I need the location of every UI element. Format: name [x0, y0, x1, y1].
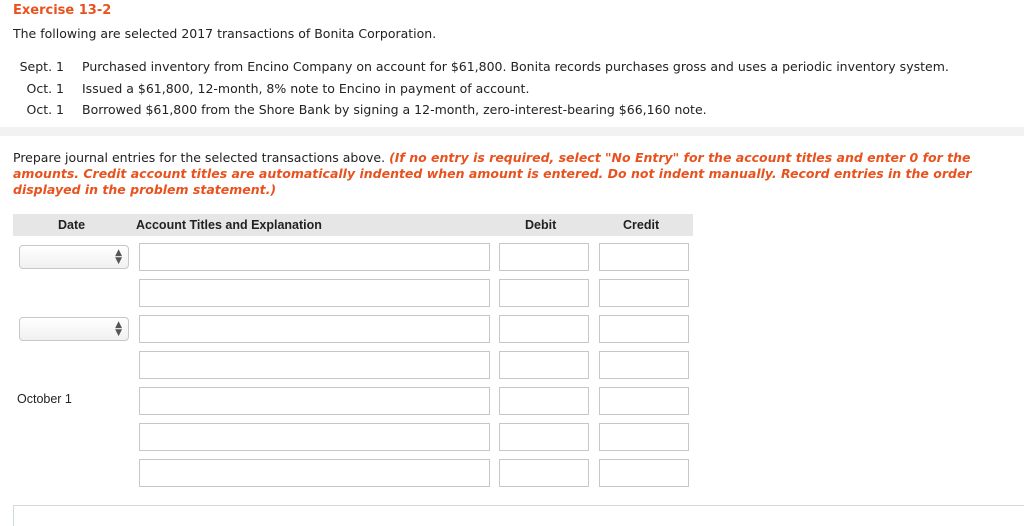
credit-input[interactable]	[599, 351, 689, 379]
select-arrows-icon: ▲ ▼	[115, 320, 122, 338]
next-section-box	[13, 505, 1024, 526]
instructions-note: (If no entry is required, select "No Entry" for the account titles and enter 0 for the amounts. Credit account titles are automatically indented when amount is entered. Do not indent manually. Record entries in the order displayed in the problem statement.)	[13, 150, 972, 197]
transaction-text: Purchased inventory from Encino Company on account for $61,800. Bonita records purchases gross and uses a periodic inventory system.	[82, 59, 949, 74]
account-title-input[interactable]	[139, 315, 490, 343]
date-select[interactable]	[19, 317, 129, 341]
debit-input[interactable]	[499, 459, 589, 487]
credit-input[interactable]	[599, 423, 689, 451]
transaction-date: Oct. 1	[26, 102, 64, 117]
transaction-text: Issued a $61,800, 12-month, 8% note to Encino in payment of account.	[82, 81, 530, 96]
account-title-input[interactable]	[139, 459, 490, 487]
account-title-input[interactable]	[139, 351, 490, 379]
account-title-input[interactable]	[139, 279, 490, 307]
credit-input[interactable]	[599, 243, 689, 271]
debit-input[interactable]	[499, 351, 589, 379]
debit-input[interactable]	[499, 315, 589, 343]
header-date: Date	[58, 218, 86, 232]
transaction-text: Borrowed $61,800 from the Shore Bank by signing a 12-month, zero-interest-bearing $66,160 note.	[82, 102, 707, 117]
credit-input[interactable]	[599, 459, 689, 487]
header-credit: Credit	[623, 218, 660, 232]
transaction-date: Oct. 1	[26, 81, 64, 96]
section-divider	[0, 127, 1024, 136]
instructions	[13, 150, 1013, 198]
account-title-input[interactable]	[139, 243, 490, 271]
exercise-title: Exercise 13-2	[13, 3, 112, 18]
credit-input[interactable]	[599, 279, 689, 307]
date-select[interactable]	[19, 245, 129, 269]
credit-input[interactable]	[599, 387, 689, 415]
fixed-date-label: October 1	[17, 392, 72, 406]
transaction-date: Sept. 1	[19, 59, 64, 74]
header-debit: Debit	[525, 218, 557, 232]
debit-input[interactable]	[499, 279, 589, 307]
exercise-intro: The following are selected 2017 transactions of Bonita Corporation.	[13, 26, 437, 41]
debit-input[interactable]	[499, 423, 589, 451]
instructions-lead: Prepare journal entries for the selected transactions above.	[13, 150, 386, 165]
credit-input[interactable]	[599, 315, 689, 343]
journal-table-header	[13, 214, 693, 236]
header-account: Account Titles and Explanation	[136, 218, 322, 232]
select-arrows-icon: ▲ ▼	[115, 248, 122, 266]
account-title-input[interactable]	[139, 387, 490, 415]
account-title-input[interactable]	[139, 423, 490, 451]
debit-input[interactable]	[499, 387, 589, 415]
debit-input[interactable]	[499, 243, 589, 271]
